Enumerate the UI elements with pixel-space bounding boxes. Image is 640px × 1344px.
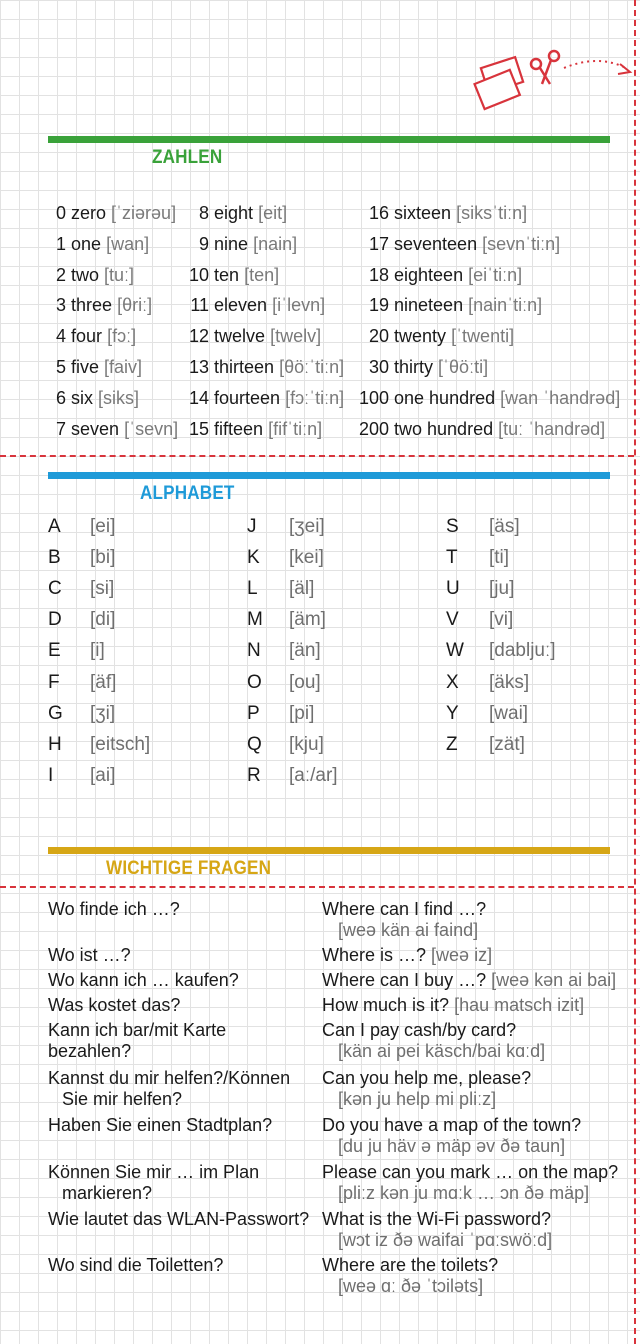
number-pronunciation: [sevnˈtiːn] — [482, 233, 561, 254]
question-german — [48, 1209, 313, 1230]
question-english-text: Where are the toilets? — [322, 1255, 499, 1275]
number-digit: 3 — [55, 295, 66, 316]
number-pronunciation: [tuː] — [104, 264, 135, 285]
question-english — [322, 1209, 622, 1251]
number-digit: 5 — [55, 357, 66, 377]
question-german-text: Wie lautet das WLAN-Passwort? — [48, 1209, 310, 1229]
alphabet-letter: K — [247, 547, 260, 569]
question-german — [48, 970, 313, 991]
alphabet-letter: B — [48, 547, 61, 569]
number-word: one hundred — [394, 387, 496, 408]
number-row — [54, 326, 136, 347]
alphabet-pronunciation: [ʒi] — [90, 702, 116, 724]
number-pronunciation: [siks] — [98, 387, 140, 408]
horizontal-cut-line — [0, 886, 634, 888]
alphabet-pronunciation: [äm] — [289, 609, 326, 631]
alphabet-pronunciation: [äks] — [489, 671, 530, 693]
alphabet-pronunciation: [bi] — [90, 547, 116, 569]
question-english-text: Where is …? — [322, 945, 427, 965]
alphabet-letter: M — [247, 609, 263, 631]
number-word: four — [71, 326, 103, 347]
alphabet-letter: V — [446, 609, 459, 631]
question-german-text: Wo kann ich … kaufen? — [48, 970, 239, 990]
number-pronunciation: [faiv] — [104, 357, 143, 377]
number-pronunciation: [ˈziərəu] — [111, 203, 177, 223]
question-german — [48, 1020, 313, 1062]
alphabet-pronunciation: [di] — [90, 609, 116, 631]
alphabet-pronunciation: [si] — [90, 578, 115, 600]
section-title-fragen: WICHTIGE FRAGEN — [106, 858, 272, 879]
alphabet-letter: C — [48, 578, 62, 600]
number-pronunciation: [nain] — [253, 233, 298, 254]
question-german-text: Was kostet das? — [48, 995, 181, 1015]
question-german-text: Kann ich bar/mit Karte bezahlen? — [48, 1020, 227, 1061]
fragen-bar — [48, 847, 610, 854]
question-pronunciation: [kən ju help mi pliːz] — [338, 1089, 497, 1109]
alphabet-bar — [48, 472, 610, 479]
number-digit: 4 — [55, 326, 66, 347]
question-german-text: Haben Sie einen Stadtplan? — [48, 1115, 273, 1135]
question-english — [322, 945, 622, 966]
number-row — [54, 388, 139, 409]
zahlen-bar — [48, 136, 610, 143]
number-digit: 10 — [188, 264, 209, 285]
cards-icon — [475, 57, 524, 109]
number-word: twelve — [214, 326, 266, 347]
number-pronunciation: [ˈtwenti] — [451, 326, 515, 347]
number-word: sixteen — [394, 203, 452, 223]
cut-decoration — [470, 40, 640, 115]
alphabet-letter: S — [446, 516, 459, 537]
alphabet-letter: Q — [247, 733, 262, 755]
question-english-text: Do you have a map of the town? — [322, 1115, 582, 1135]
question-german — [48, 1115, 313, 1136]
alphabet-letter: H — [48, 733, 62, 755]
number-word: nine — [214, 233, 249, 254]
number-digit: 6 — [55, 387, 66, 408]
alphabet-pronunciation: [kei] — [289, 547, 324, 569]
number-digit: 15 — [188, 418, 209, 439]
alphabet-letter: T — [446, 547, 458, 569]
number-digit: 19 — [368, 295, 389, 316]
number-word: five — [71, 357, 100, 377]
question-english — [322, 899, 622, 941]
alphabet-letter: F — [48, 671, 60, 693]
number-pronunciation: [nainˈtiːn] — [468, 295, 543, 316]
number-pronunciation: [iˈlevn] — [272, 295, 326, 316]
alphabet-letter: E — [48, 640, 61, 662]
number-pronunciation: [ˈsevn] — [124, 418, 179, 439]
number-row — [356, 265, 522, 286]
number-digit: 13 — [188, 357, 209, 377]
number-row — [186, 419, 322, 440]
question-pronunciation: [pliːz kən ju mɑːk … ɔn ðə mäp] — [338, 1183, 590, 1203]
number-pronunciation: [fɔː] — [107, 326, 137, 347]
alphabet-letter: I — [48, 764, 54, 786]
number-row — [356, 234, 560, 255]
alphabet-pronunciation: [ou] — [289, 671, 321, 693]
number-word: thirteen — [214, 357, 275, 377]
dotted-arrow-icon — [564, 61, 626, 68]
number-word: eighteen — [394, 264, 464, 285]
number-row — [186, 295, 325, 316]
question-english-text: Can you help me, please? — [322, 1068, 532, 1088]
number-row — [54, 357, 142, 378]
number-digit: 16 — [368, 203, 389, 223]
number-row — [186, 388, 344, 409]
number-digit: 20 — [368, 326, 389, 347]
number-pronunciation: [siksˈtiːn] — [456, 203, 528, 223]
alphabet-pronunciation: [wai] — [489, 702, 529, 724]
number-digit: 1 — [55, 233, 66, 254]
number-digit: 0 — [55, 203, 66, 223]
alphabet-pronunciation: [zät] — [489, 733, 525, 755]
number-digit: 14 — [188, 387, 209, 408]
alphabet-letter: P — [247, 702, 260, 724]
alphabet-letter: N — [247, 640, 261, 662]
question-english — [322, 1068, 622, 1110]
question-german-text: Wo finde ich …? — [48, 899, 180, 919]
number-row — [356, 295, 542, 316]
alphabet-pronunciation: [pi] — [289, 702, 315, 724]
number-digit: 9 — [198, 233, 209, 254]
number-row — [186, 203, 287, 224]
section-title-alphabet: ALPHABET — [140, 483, 235, 504]
question-pronunciation: [kän ai pei käsch/bai kɑːd] — [338, 1041, 546, 1061]
number-word: six — [71, 387, 94, 408]
question-english-text: What is the Wi-Fi password? — [322, 1209, 552, 1229]
number-digit: 11 — [190, 295, 209, 316]
alphabet-letter: G — [48, 702, 63, 724]
number-row — [186, 234, 297, 255]
number-row — [54, 265, 134, 286]
alphabet-letter: A — [48, 516, 61, 537]
number-row — [54, 203, 176, 224]
question-german — [48, 1162, 313, 1204]
number-pronunciation: [θriː] — [117, 295, 153, 316]
horizontal-cut-line — [0, 455, 634, 457]
number-row — [356, 326, 514, 347]
alphabet-pronunciation: [ju] — [489, 578, 515, 600]
question-english — [322, 1162, 622, 1204]
question-german-text: Kannst du mir helfen?/Können — [48, 1068, 291, 1088]
alphabet-letter: O — [247, 671, 262, 693]
number-row — [356, 203, 527, 224]
number-pronunciation: [eit] — [258, 203, 288, 223]
question-german-text: Können Sie mir … im Plan — [48, 1162, 260, 1182]
number-word: fifteen — [214, 418, 264, 439]
number-digit: 8 — [198, 203, 209, 223]
number-word: seven — [71, 418, 120, 439]
alphabet-pronunciation: [aː/ar] — [289, 764, 338, 786]
number-digit: 200 — [358, 418, 389, 439]
number-digit: 100 — [358, 387, 389, 408]
number-pronunciation: [wan ˈhandrəd] — [500, 387, 621, 408]
number-pronunciation: [ten] — [244, 264, 280, 285]
question-german-text: Wo sind die Toiletten? — [48, 1255, 224, 1275]
number-pronunciation: [twelv] — [270, 326, 322, 347]
question-english-text: Can I pay cash/by card? — [322, 1020, 517, 1040]
number-row — [54, 295, 152, 316]
alphabet-letter: X — [446, 671, 459, 693]
number-word: thirty — [394, 357, 434, 377]
number-row — [186, 326, 321, 347]
question-english-text: Please can you mark … on the map? — [322, 1162, 619, 1182]
question-german — [48, 1255, 313, 1276]
alphabet-pronunciation: [kju] — [289, 733, 324, 755]
number-row — [356, 357, 488, 378]
number-word: two hundred — [394, 418, 494, 439]
number-word: ten — [214, 264, 240, 285]
question-pronunciation: [hau matsch izit] — [454, 995, 585, 1015]
number-word: fourteen — [214, 387, 281, 408]
number-pronunciation: [eiˈtiːn] — [468, 264, 523, 285]
question-pronunciation: [wɔt iz ðə waifai ˈpɑːswöːd] — [338, 1230, 553, 1250]
number-digit: 2 — [55, 264, 66, 285]
alphabet-pronunciation: [äs] — [489, 516, 520, 537]
alphabet-letter: D — [48, 609, 62, 631]
number-digit: 12 — [188, 326, 209, 347]
question-german — [48, 995, 313, 1016]
alphabet-pronunciation: [ai] — [90, 764, 116, 786]
number-digit: 7 — [55, 418, 66, 439]
alphabet-pronunciation: [äl] — [289, 578, 315, 600]
alphabet-pronunciation: [ti] — [489, 547, 510, 569]
alphabet-letter: R — [247, 764, 261, 786]
question-german — [48, 899, 313, 920]
number-word: nineteen — [394, 295, 464, 316]
number-word: three — [71, 295, 113, 316]
question-english-text: Where can I find …? — [322, 899, 487, 919]
number-pronunciation: [tuː ˈhandrəd] — [498, 418, 606, 439]
alphabet-pronunciation: [vi] — [489, 609, 514, 631]
question-pronunciation: [weə kän ai faind] — [338, 920, 479, 940]
alphabet-pronunciation: [eitsch] — [90, 733, 151, 755]
vertical-cut-line — [634, 0, 636, 1344]
number-word: eleven — [214, 295, 268, 316]
number-pronunciation: [fɔːˈtiːn] — [285, 387, 345, 408]
alphabet-letter: Z — [446, 733, 458, 755]
question-german-continuation: markieren? — [62, 1183, 153, 1203]
number-word: eight — [214, 203, 254, 223]
question-english — [322, 1255, 622, 1297]
number-word: seventeen — [394, 233, 478, 254]
alphabet-pronunciation: [ei] — [90, 516, 116, 537]
number-row — [54, 419, 178, 440]
question-german — [48, 1068, 313, 1110]
number-word: two — [71, 264, 100, 285]
question-english — [322, 1115, 622, 1157]
number-word: twenty — [394, 326, 447, 347]
number-pronunciation: [θöːˈtiːn] — [279, 357, 345, 377]
question-english-text: How much is it? — [322, 995, 450, 1015]
number-digit: 17 — [368, 233, 389, 254]
scissors-icon — [531, 51, 559, 84]
number-row — [54, 234, 149, 255]
number-row — [356, 388, 620, 409]
question-german-continuation: Sie mir helfen? — [62, 1089, 183, 1109]
section-title-zahlen: ZAHLEN — [152, 147, 223, 168]
number-word: zero — [71, 203, 107, 223]
question-pronunciation: [weə ɑː ðə ˈtɔiləts] — [338, 1276, 484, 1296]
number-digit: 18 — [368, 264, 389, 285]
question-english — [322, 995, 622, 1016]
question-pronunciation: [weə iz] — [431, 945, 493, 965]
alphabet-pronunciation: [äf] — [90, 671, 117, 693]
alphabet-letter: Y — [446, 702, 459, 724]
number-pronunciation: [wan] — [106, 233, 150, 254]
question-pronunciation: [weə kən ai bai] — [491, 970, 617, 990]
question-pronunciation: [du ju häv ə mäp əv ðə taun] — [338, 1136, 566, 1156]
question-english-text: Where can I buy …? — [322, 970, 487, 990]
number-word: one — [71, 233, 102, 254]
alphabet-pronunciation: [i] — [90, 640, 105, 662]
number-row — [186, 357, 344, 378]
number-row — [186, 265, 279, 286]
question-english — [322, 970, 622, 991]
question-english — [322, 1020, 622, 1062]
alphabet-letter: J — [247, 516, 257, 537]
number-digit: 30 — [368, 357, 389, 377]
number-pronunciation: [ˈθöːti] — [438, 357, 489, 377]
number-row — [356, 419, 605, 440]
alphabet-letter: U — [446, 578, 460, 600]
alphabet-pronunciation: [dabljuː] — [489, 640, 556, 662]
alphabet-letter: W — [446, 640, 464, 662]
question-german-text: Wo ist …? — [48, 945, 131, 965]
alphabet-pronunciation: [ʒei] — [289, 516, 325, 537]
number-pronunciation: [fifˈtiːn] — [268, 418, 323, 439]
alphabet-pronunciation: [än] — [289, 640, 321, 662]
question-german — [48, 945, 313, 966]
alphabet-letter: L — [247, 578, 258, 600]
